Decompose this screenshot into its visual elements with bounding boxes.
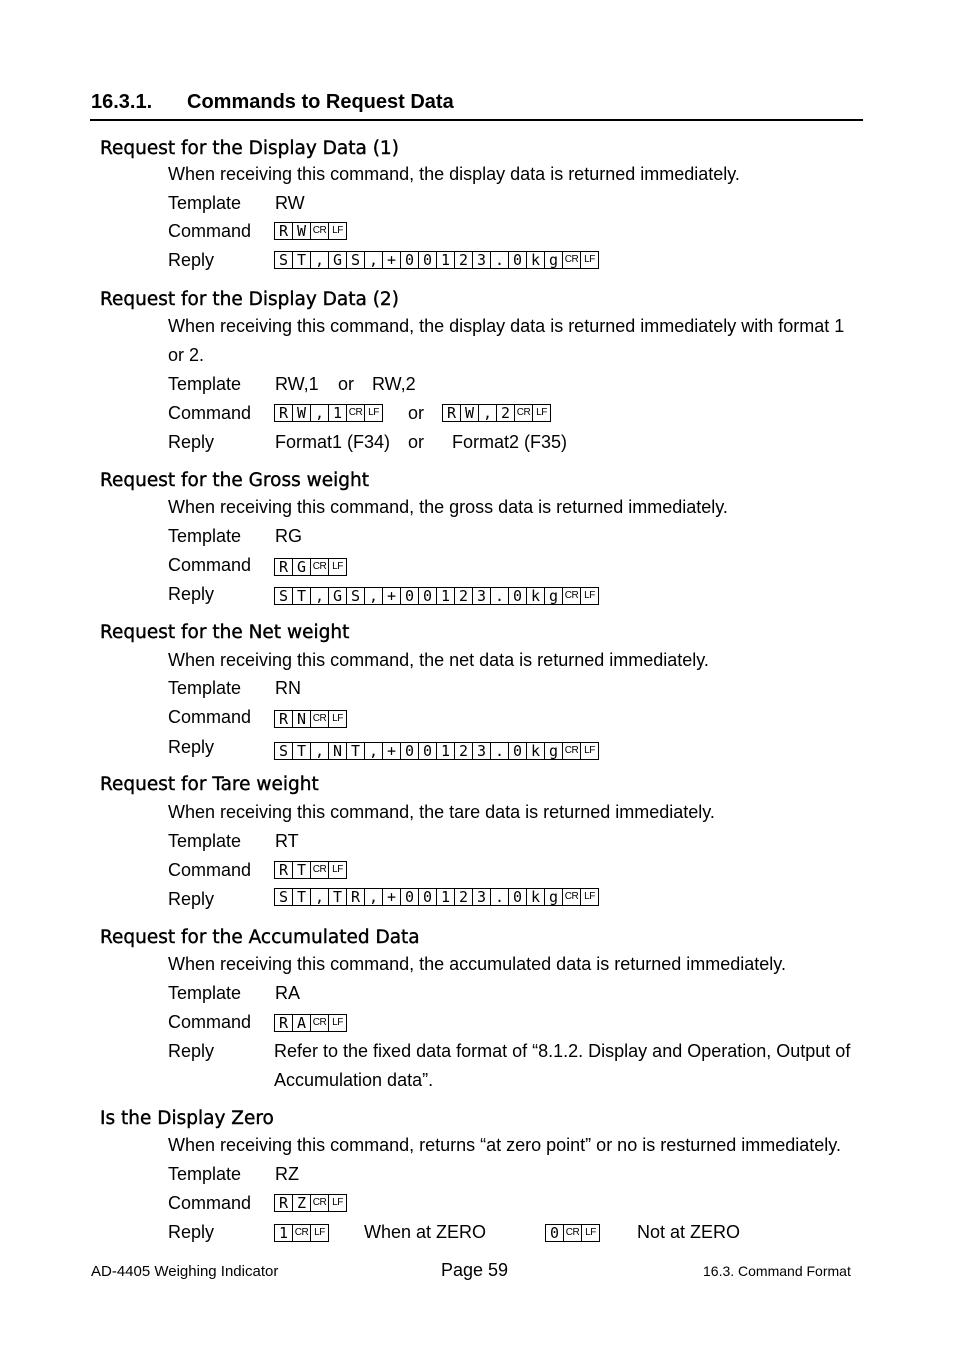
zero-heading: Is the Display Zero [100,1108,274,1129]
char-cell: R [274,1194,293,1212]
template-label: Template [168,526,242,546]
char-cell: W [460,404,479,422]
cr-char-cell: CR [310,558,329,576]
char-cell: R [274,1014,293,1032]
char-cell: Z [292,1194,311,1212]
char-cell: T [292,888,311,906]
reply-label: Reply [168,250,215,270]
reply-label: Reply [168,1222,215,1242]
template-label: Template [168,678,242,698]
lf-char-cell: LF [580,251,599,269]
char-cell: 3 [472,888,491,906]
char-cell: k [526,742,545,760]
char-cell: N [292,710,311,728]
cr-char-cell: CR [562,587,581,605]
char-cell: k [526,888,545,906]
char-cell: W [292,404,311,422]
char-cell: R [274,710,293,728]
cr-char-cell: CR [310,1014,329,1032]
char-cell: 0 [400,587,419,605]
char-cell: , [310,404,329,422]
char-cell: T [292,587,311,605]
cr-char-cell: CR [562,888,581,906]
tare-template: RT [275,831,299,851]
template-label: Template [168,193,242,213]
tare-reply-boxes [274,888,598,906]
display1-heading: Request for the Display Data (1) [100,138,399,159]
char-cell: + [382,742,401,760]
char-cell: S [274,742,293,760]
char-cell: , [310,251,329,269]
char-cell: G [292,558,311,576]
char-cell: S [274,888,293,906]
net-reply-boxes [274,742,598,760]
cr-char-cell: CR [562,742,581,760]
lf-char-cell: LF [328,710,347,728]
char-cell: , [364,251,383,269]
template-label: Template [168,983,242,1003]
lf-char-cell: LF [310,1224,329,1242]
char-cell: 1 [436,587,455,605]
net-heading: Request for the Net weight [100,622,350,643]
char-cell: 3 [472,742,491,760]
reply-label: Reply [168,737,215,757]
lf-char-cell: LF [328,861,347,879]
char-cell: R [274,558,293,576]
gross-description: When receiving this command, the gross data is returned immediately. [168,497,728,517]
char-cell: 0 [418,251,437,269]
lf-char-cell: LF [532,404,551,422]
command-label: Command [168,707,252,727]
reply-label: Reply [168,584,215,604]
char-cell: T [292,742,311,760]
display1-description: When receiving this command, the display data is returned immediately. [168,164,740,184]
char-cell: W [292,222,311,240]
cr-char-cell: CR [514,404,533,422]
command-label: Command [168,555,252,575]
display2-description-line1: When receiving this command, the display data is returned immediately with format 1 [168,316,845,336]
accum-heading: Request for the Accumulated Data [100,927,420,948]
lf-char-cell: LF [364,404,383,422]
char-cell: 2 [496,404,515,422]
accum-command-boxes [274,1014,346,1032]
gross-heading: Request for the Gross weight [100,470,369,491]
section-rule [90,119,863,121]
char-cell: 2 [454,742,473,760]
zero-reply-a-text: When at ZERO [364,1222,487,1242]
char-cell: , [310,888,329,906]
char-cell: T [292,251,311,269]
char-cell: 0 [418,888,437,906]
command-label: Command [168,403,252,423]
zero-description: When receiving this command, returns “at zero point” or no is resturned immediately. [168,1135,841,1155]
char-cell: N [328,742,347,760]
lf-char-cell: LF [328,222,347,240]
char-cell: 1 [328,404,347,422]
template-label: Template [168,831,242,851]
command-label: Command [168,1193,252,1213]
cr-char-cell: CR [346,404,365,422]
char-cell: R [274,404,293,422]
char-cell: + [382,888,401,906]
cr-char-cell: CR [562,251,581,269]
char-cell: 0 [400,742,419,760]
gross-command-boxes [274,558,346,576]
net-description: When receiving this command, the net data is returned immediately. [168,650,709,670]
display1-command-boxes [274,222,346,240]
reply-label: Reply [168,432,215,452]
accum-template: RA [275,983,301,1003]
display2-reply-b: Format2 (F35) [452,432,568,452]
lf-char-cell: LF [580,888,599,906]
char-cell: , [310,742,329,760]
net-template: RN [275,678,301,698]
char-cell: + [382,251,401,269]
tare-description: When receiving this command, the tare data is returned immediately. [168,802,715,822]
char-cell: 1 [436,888,455,906]
char-cell: , [364,742,383,760]
char-cell: 0 [418,742,437,760]
or-text: or [408,403,425,423]
cr-char-cell: CR [563,1224,582,1242]
display2-command-b-boxes [442,404,550,422]
accum-reply-line2: Accumulation data”. [274,1070,434,1090]
char-cell: 0 [508,888,527,906]
gross-template: RG [275,526,302,546]
command-label: Command [168,1012,252,1032]
lf-char-cell: LF [328,1014,347,1032]
char-cell: 1 [436,742,455,760]
tare-heading: Request for Tare weight [100,774,319,795]
char-cell: 0 [400,251,419,269]
char-cell: T [346,742,365,760]
display2-description-line2: or 2. [168,345,205,365]
char-cell: 0 [508,587,527,605]
template-label: Template [168,1164,242,1184]
display2-template-a: RW,1 [275,374,319,394]
char-cell: , [310,587,329,605]
cr-char-cell: CR [310,861,329,879]
char-cell: k [526,251,545,269]
or-text: or [408,432,425,452]
char-cell: . [490,888,509,906]
char-cell: 0 [400,888,419,906]
char-cell: G [328,587,347,605]
char-cell: , [364,888,383,906]
char-cell: 2 [454,587,473,605]
command-label: Command [168,860,252,880]
char-cell: , [364,587,383,605]
char-cell: A [292,1014,311,1032]
gross-reply-boxes [274,587,598,605]
zero-reply-b-text: Not at ZERO [637,1222,741,1242]
net-command-boxes [274,710,346,728]
zero-template: RZ [275,1164,299,1184]
cr-char-cell: CR [310,710,329,728]
accum-description: When receiving this command, the accumulated data is returned immediately. [168,954,786,974]
display2-reply-a: Format1 (F34) [275,432,391,452]
char-cell: g [544,742,563,760]
footer-page-number: Page 59 [441,1260,509,1280]
cr-char-cell: CR [310,1194,329,1212]
display2-command-a-boxes [274,404,382,422]
lf-char-cell: LF [580,742,599,760]
display1-reply-boxes [274,251,598,269]
reply-label: Reply [168,1041,215,1061]
char-cell: S [274,587,293,605]
section-title: Commands to Request Data [187,91,454,113]
char-cell: g [544,888,563,906]
display2-heading: Request for the Display Data (2) [100,289,399,310]
char-cell: . [490,251,509,269]
char-cell: 2 [454,888,473,906]
or-text: or [338,374,355,394]
char-cell: R [442,404,461,422]
char-cell: 0 [418,587,437,605]
char-cell: R [274,222,293,240]
lf-char-cell: LF [328,558,347,576]
cr-char-cell: CR [310,222,329,240]
zero-reply-a-boxes [274,1224,328,1242]
char-cell: R [274,861,293,879]
lf-char-cell: LF [581,1224,600,1242]
zero-reply-b-boxes [545,1224,599,1242]
char-cell: S [274,251,293,269]
char-cell: , [478,404,497,422]
char-cell: T [292,861,311,879]
char-cell: k [526,587,545,605]
footer-right: 16.3. Command Format [703,1263,851,1279]
char-cell: . [490,742,509,760]
char-cell: 2 [454,251,473,269]
char-cell: 0 [508,251,527,269]
char-cell: S [346,251,365,269]
char-cell: T [328,888,347,906]
char-cell: R [346,888,365,906]
zero-command-boxes [274,1194,346,1212]
lf-char-cell: LF [580,587,599,605]
char-cell: 0 [508,742,527,760]
section-number: 16.3.1. [91,91,153,113]
char-cell: 3 [472,587,491,605]
char-cell: g [544,251,563,269]
template-label: Template [168,374,242,394]
char-cell: 1 [274,1224,293,1242]
display2-template-b: RW,2 [372,374,416,394]
lf-char-cell: LF [328,1194,347,1212]
display1-template: RW [275,193,305,213]
char-cell: 0 [545,1224,564,1242]
char-cell: . [490,587,509,605]
footer-left: AD-4405 Weighing Indicator [91,1263,279,1280]
char-cell: 3 [472,251,491,269]
char-cell: S [346,587,365,605]
char-cell: G [328,251,347,269]
char-cell: 1 [436,251,455,269]
accum-reply-line1: Refer to the fixed data format of “8.1.2. Display and Operation, Output of [274,1041,851,1061]
char-cell: + [382,587,401,605]
char-cell: g [544,587,563,605]
tare-command-boxes [274,861,346,879]
cr-char-cell: CR [292,1224,311,1242]
command-label: Command [168,221,252,241]
reply-label: Reply [168,889,215,909]
